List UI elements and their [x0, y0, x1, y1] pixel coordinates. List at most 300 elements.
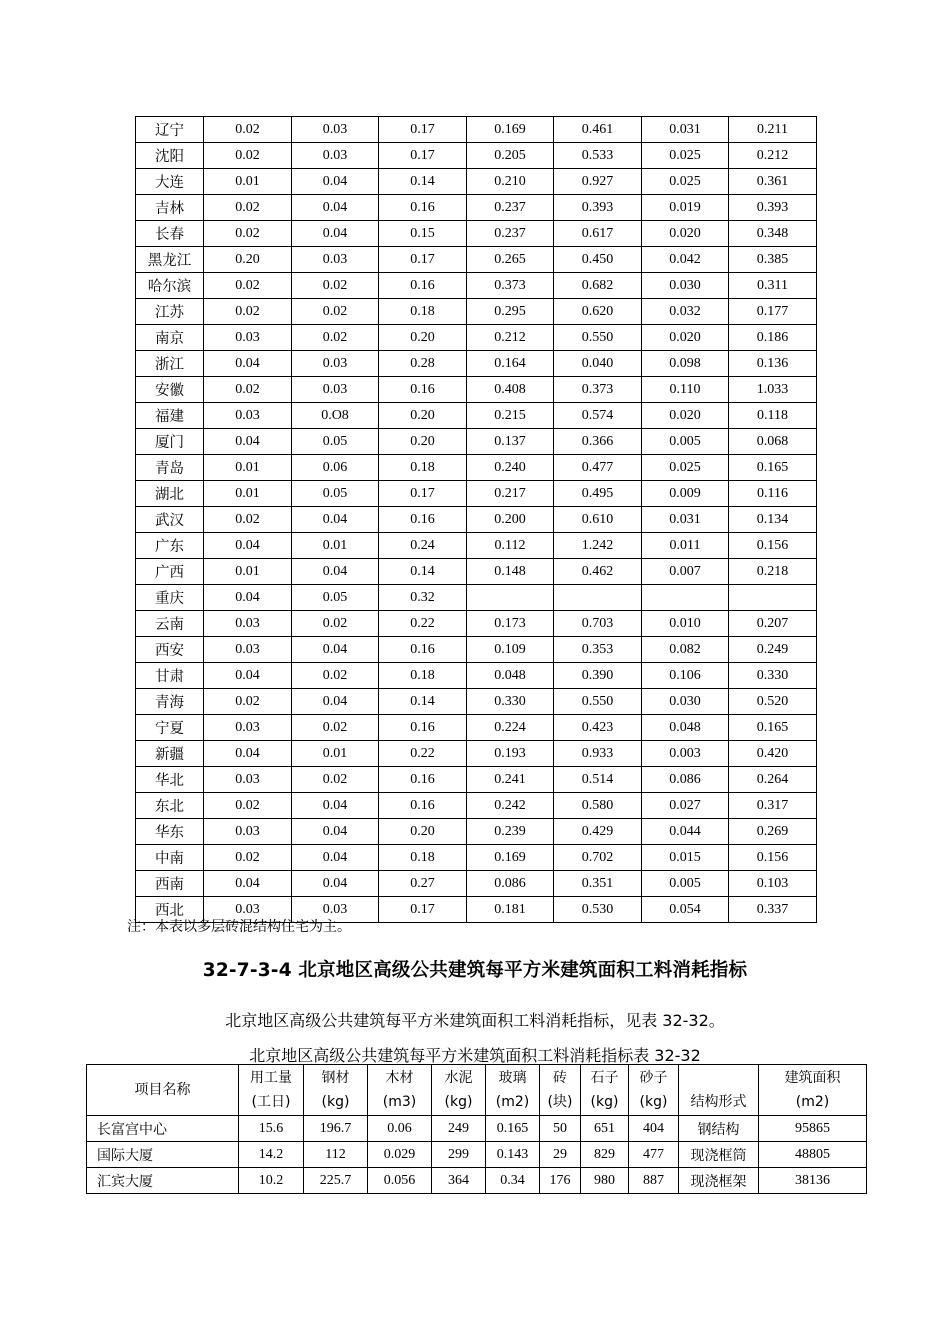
- region-name-cell: 厦门: [136, 429, 204, 455]
- table-row: [136, 403, 817, 429]
- value-cell: 112: [304, 1142, 368, 1168]
- value-cell: 0.04: [204, 533, 292, 559]
- value-cell: 0.02: [292, 273, 379, 299]
- value-cell: 0.020: [642, 221, 729, 247]
- region-name-cell: 华东: [136, 819, 204, 845]
- value-cell: 0.112: [467, 533, 554, 559]
- value-cell: 0.181: [467, 897, 554, 923]
- value-cell: 0.02: [204, 377, 292, 403]
- region-name-cell: 青海: [136, 689, 204, 715]
- header-line2: (m3): [382, 1094, 417, 1110]
- value-cell: 0.520: [729, 689, 817, 715]
- value-cell: 0.082: [642, 637, 729, 663]
- value-cell: 0.02: [204, 143, 292, 169]
- table-row: [136, 299, 817, 325]
- value-cell: 0.373: [554, 377, 642, 403]
- value-cell: 0.04: [292, 845, 379, 871]
- header-line1: 项目名称: [134, 1082, 191, 1098]
- value-cell: 0.109: [467, 637, 554, 663]
- value-cell: 0.025: [642, 455, 729, 481]
- region-name-cell: 黑龙江: [136, 247, 204, 273]
- value-cell: 0.029: [368, 1142, 432, 1168]
- value-cell: 10.2: [239, 1168, 304, 1194]
- value-cell: 0.025: [642, 169, 729, 195]
- value-cell: 0.165: [486, 1116, 540, 1142]
- value-cell: 0.373: [467, 273, 554, 299]
- region-name-cell: 东北: [136, 793, 204, 819]
- value-cell: 0.550: [554, 325, 642, 351]
- value-cell: 0.20: [379, 819, 467, 845]
- value-cell: 14.2: [239, 1142, 304, 1168]
- value-cell: 0.03: [204, 611, 292, 637]
- value-cell: 0.04: [204, 871, 292, 897]
- column-header: [368, 1065, 432, 1116]
- value-cell: 1.033: [729, 377, 817, 403]
- value-cell: 0.27: [379, 871, 467, 897]
- value-cell: 0.295: [467, 299, 554, 325]
- header-line2: (m2): [495, 1094, 530, 1110]
- value-cell: 0.019: [642, 195, 729, 221]
- value-cell: 0.040: [554, 351, 642, 377]
- value-cell: 0.03: [292, 117, 379, 143]
- value-cell: 0.18: [379, 455, 467, 481]
- region-name-cell: 南京: [136, 325, 204, 351]
- value-cell: 0.01: [292, 533, 379, 559]
- value-cell: 0.207: [729, 611, 817, 637]
- value-cell: 0.317: [729, 793, 817, 819]
- value-cell: 0.17: [379, 143, 467, 169]
- table-row: [136, 325, 817, 351]
- value-cell: 0.020: [642, 325, 729, 351]
- value-cell: 0.04: [292, 559, 379, 585]
- value-cell: 0.02: [292, 715, 379, 741]
- value-cell: 0.03: [292, 143, 379, 169]
- region-name-cell: 辽宁: [136, 117, 204, 143]
- value-cell: 0.015: [642, 845, 729, 871]
- region-name-cell: 西安: [136, 637, 204, 663]
- value-cell: 0.620: [554, 299, 642, 325]
- value-cell: 0.32: [379, 585, 467, 611]
- value-cell: 0.136: [729, 351, 817, 377]
- value-cell: 0.450: [554, 247, 642, 273]
- value-cell: [642, 585, 729, 611]
- value-cell: 0.06: [368, 1116, 432, 1142]
- value-cell: 0.164: [467, 351, 554, 377]
- value-cell: 0.042: [642, 247, 729, 273]
- table-row: [136, 507, 817, 533]
- value-cell: 0.169: [467, 845, 554, 871]
- region-name-cell: 中南: [136, 845, 204, 871]
- value-cell: 0.011: [642, 533, 729, 559]
- table-row: [136, 767, 817, 793]
- value-cell: 0.032: [642, 299, 729, 325]
- value-cell: 0.02: [292, 767, 379, 793]
- value-cell: 0.348: [729, 221, 817, 247]
- value-cell: 0.34: [486, 1168, 540, 1194]
- region-name-cell: 大连: [136, 169, 204, 195]
- value-cell: 0.610: [554, 507, 642, 533]
- value-cell: 0.574: [554, 403, 642, 429]
- value-cell: 0.16: [379, 273, 467, 299]
- region-name-cell: 武汉: [136, 507, 204, 533]
- region-name-cell: 重庆: [136, 585, 204, 611]
- value-cell: [467, 585, 554, 611]
- value-cell: 0.390: [554, 663, 642, 689]
- value-cell: 980: [581, 1168, 629, 1194]
- value-cell: 0.18: [379, 299, 467, 325]
- value-cell: 0.17: [379, 897, 467, 923]
- value-cell: 0.269: [729, 819, 817, 845]
- value-cell: 0.237: [467, 221, 554, 247]
- value-cell: 0.03: [292, 377, 379, 403]
- value-cell: 0.330: [467, 689, 554, 715]
- value-cell: 0.17: [379, 247, 467, 273]
- table-row: [136, 689, 817, 715]
- value-cell: 0.927: [554, 169, 642, 195]
- project-name-cell: 国际大厦: [87, 1142, 239, 1168]
- value-cell: 0.16: [379, 793, 467, 819]
- value-cell: 249: [432, 1116, 486, 1142]
- table-row: [136, 819, 817, 845]
- value-cell: 0.237: [467, 195, 554, 221]
- table-caption: 北京地区高级公共建筑每平方米建筑面积工料消耗指标表 32-32: [249, 1046, 701, 1065]
- table-row: [136, 871, 817, 897]
- value-cell: 0.02: [204, 507, 292, 533]
- table-note: 注：本表以多层砖混结构住宅为主。: [127, 919, 351, 935]
- header-line1: 用工量: [250, 1070, 292, 1086]
- table-row: [136, 351, 817, 377]
- table-row: [136, 845, 817, 871]
- value-cell: 176: [540, 1168, 581, 1194]
- region-name-cell: 湖北: [136, 481, 204, 507]
- value-cell: 0.005: [642, 871, 729, 897]
- region-name-cell: 新疆: [136, 741, 204, 767]
- value-cell: 0.04: [204, 429, 292, 455]
- value-cell: 50: [540, 1116, 581, 1142]
- value-cell: 0.533: [554, 143, 642, 169]
- value-cell: 0.224: [467, 715, 554, 741]
- beijing-table-body: [87, 1065, 867, 1194]
- header-line2: 结构形式: [690, 1094, 747, 1110]
- value-cell: 0.04: [292, 871, 379, 897]
- value-cell: 0.03: [204, 715, 292, 741]
- value-cell: 0.027: [642, 793, 729, 819]
- table-row: [136, 117, 817, 143]
- value-cell: 0.04: [292, 689, 379, 715]
- value-cell: 38136: [759, 1168, 867, 1194]
- value-cell: 0.530: [554, 897, 642, 923]
- value-cell: 0.215: [467, 403, 554, 429]
- table-row: [136, 741, 817, 767]
- value-cell: 0.169: [467, 117, 554, 143]
- region-name-cell: 西南: [136, 871, 204, 897]
- value-cell: 0.110: [642, 377, 729, 403]
- value-cell: 0.385: [729, 247, 817, 273]
- value-cell: 0.148: [467, 559, 554, 585]
- value-cell: 0.14: [379, 169, 467, 195]
- value-cell: 225.7: [304, 1168, 368, 1194]
- header-line2: (kg): [639, 1094, 668, 1110]
- value-cell: 0.04: [204, 741, 292, 767]
- value-cell: 0.580: [554, 793, 642, 819]
- header-line1: 砖: [553, 1070, 567, 1086]
- value-cell: 0.241: [467, 767, 554, 793]
- value-cell: 0.24: [379, 533, 467, 559]
- value-cell: 0.03: [204, 325, 292, 351]
- value-cell: 0.03: [292, 351, 379, 377]
- value-cell: 0.04: [204, 585, 292, 611]
- value-cell: 0.514: [554, 767, 642, 793]
- value-cell: 0.200: [467, 507, 554, 533]
- value-cell: 0.01: [204, 169, 292, 195]
- value-cell: 0.025: [642, 143, 729, 169]
- value-cell: 0.044: [642, 819, 729, 845]
- table-row: [136, 195, 817, 221]
- value-cell: 0.18: [379, 663, 467, 689]
- value-cell: 0.20: [379, 429, 467, 455]
- region-name-cell: 哈尔滨: [136, 273, 204, 299]
- region-name-cell: 长春: [136, 221, 204, 247]
- table-row: [136, 429, 817, 455]
- value-cell: 0.423: [554, 715, 642, 741]
- table-row: [136, 715, 817, 741]
- value-cell: 0.17: [379, 481, 467, 507]
- value-cell: 0.116: [729, 481, 817, 507]
- value-cell: 404: [629, 1116, 679, 1142]
- value-cell: [554, 585, 642, 611]
- value-cell: 0.05: [292, 481, 379, 507]
- header-line2: (工日): [251, 1094, 291, 1110]
- value-cell: 0.056: [368, 1168, 432, 1194]
- column-header: [759, 1065, 867, 1116]
- value-cell: 0.005: [642, 429, 729, 455]
- header-line2: (m2): [795, 1094, 830, 1110]
- value-cell: 0.O8: [292, 403, 379, 429]
- value-cell: 0.177: [729, 299, 817, 325]
- value-cell: 0.02: [204, 195, 292, 221]
- value-cell: 0.009: [642, 481, 729, 507]
- value-cell: 0.240: [467, 455, 554, 481]
- value-cell: 0.098: [642, 351, 729, 377]
- value-cell: 887: [629, 1168, 679, 1194]
- value-cell: 15.6: [239, 1116, 304, 1142]
- value-cell: 95865: [759, 1116, 867, 1142]
- header-line1: [681, 1066, 756, 1090]
- value-cell: 0.311: [729, 273, 817, 299]
- value-cell: 0.20: [379, 403, 467, 429]
- header-line2: (块): [547, 1094, 573, 1110]
- value-cell: 0.173: [467, 611, 554, 637]
- value-cell: 0.495: [554, 481, 642, 507]
- value-cell: 0.04: [204, 663, 292, 689]
- value-cell: 0.18: [379, 845, 467, 871]
- value-cell: 0.137: [467, 429, 554, 455]
- value-cell: 0.337: [729, 897, 817, 923]
- value-cell: 0.04: [292, 195, 379, 221]
- table-row: [136, 611, 817, 637]
- value-cell: 0.477: [554, 455, 642, 481]
- structure-type-cell: 现浇框架: [679, 1168, 759, 1194]
- value-cell: 0.330: [729, 663, 817, 689]
- region-name-cell: 广东: [136, 533, 204, 559]
- table-row: [136, 247, 817, 273]
- value-cell: 0.03: [204, 767, 292, 793]
- region-name-cell: 云南: [136, 611, 204, 637]
- column-header: [540, 1065, 581, 1116]
- value-cell: 0.04: [292, 819, 379, 845]
- value-cell: 0.420: [729, 741, 817, 767]
- value-cell: 0.02: [292, 299, 379, 325]
- value-cell: 0.186: [729, 325, 817, 351]
- table-row: [136, 143, 817, 169]
- value-cell: 0.28: [379, 351, 467, 377]
- column-header: [629, 1065, 679, 1116]
- header-line1: 砂子: [639, 1070, 668, 1086]
- header-line1: 玻璃: [498, 1070, 527, 1086]
- value-cell: 0.16: [379, 195, 467, 221]
- value-cell: 299: [432, 1142, 486, 1168]
- value-cell: 0.04: [292, 221, 379, 247]
- value-cell: 0.02: [204, 689, 292, 715]
- regional-consumption-table: [135, 116, 817, 923]
- beijing-buildings-table: [86, 1064, 867, 1194]
- region-name-cell: 浙江: [136, 351, 204, 377]
- value-cell: 0.03: [204, 637, 292, 663]
- value-cell: 0.02: [204, 845, 292, 871]
- value-cell: 364: [432, 1168, 486, 1194]
- value-cell: 0.086: [642, 767, 729, 793]
- value-cell: 0.16: [379, 715, 467, 741]
- regional-table-body: [136, 117, 817, 923]
- value-cell: 0.02: [204, 793, 292, 819]
- column-header: [239, 1065, 304, 1116]
- value-cell: 0.366: [554, 429, 642, 455]
- value-cell: 0.03: [204, 819, 292, 845]
- value-cell: 29: [540, 1142, 581, 1168]
- value-cell: 0.14: [379, 689, 467, 715]
- header-line2: (kg): [444, 1094, 473, 1110]
- header-line1: 钢材: [321, 1070, 350, 1086]
- value-cell: 0.01: [292, 741, 379, 767]
- value-cell: 0.617: [554, 221, 642, 247]
- table-row: [136, 273, 817, 299]
- value-cell: 0.048: [642, 715, 729, 741]
- value-cell: 0.682: [554, 273, 642, 299]
- table-row: [87, 1116, 867, 1142]
- region-name-cell: 江苏: [136, 299, 204, 325]
- header-line1: 建筑面积: [784, 1070, 841, 1086]
- column-header: [486, 1065, 540, 1116]
- value-cell: 0.068: [729, 429, 817, 455]
- project-name-cell: 长富宫中心: [87, 1116, 239, 1142]
- value-cell: 0.04: [292, 169, 379, 195]
- value-cell: 0.218: [729, 559, 817, 585]
- value-cell: 0.16: [379, 377, 467, 403]
- value-cell: 0.03: [292, 247, 379, 273]
- value-cell: 0.242: [467, 793, 554, 819]
- value-cell: 0.15: [379, 221, 467, 247]
- column-header: [679, 1065, 759, 1116]
- value-cell: 0.003: [642, 741, 729, 767]
- value-cell: 0.217: [467, 481, 554, 507]
- value-cell: 0.01: [204, 455, 292, 481]
- value-cell: [729, 585, 817, 611]
- value-cell: 0.22: [379, 741, 467, 767]
- value-cell: 0.048: [467, 663, 554, 689]
- region-name-cell: 安徽: [136, 377, 204, 403]
- table-row: [87, 1168, 867, 1194]
- value-cell: 0.16: [379, 637, 467, 663]
- value-cell: 0.393: [729, 195, 817, 221]
- table-row: [136, 377, 817, 403]
- value-cell: 0.461: [554, 117, 642, 143]
- value-cell: 0.03: [204, 897, 292, 923]
- column-header: [304, 1065, 368, 1116]
- value-cell: 0.933: [554, 741, 642, 767]
- region-name-cell: 沈阳: [136, 143, 204, 169]
- region-name-cell: 宁夏: [136, 715, 204, 741]
- value-cell: 0.02: [292, 663, 379, 689]
- value-cell: 0.205: [467, 143, 554, 169]
- value-cell: 0.010: [642, 611, 729, 637]
- value-cell: 48805: [759, 1142, 867, 1168]
- value-cell: 651: [581, 1116, 629, 1142]
- value-cell: 477: [629, 1142, 679, 1168]
- value-cell: 0.04: [292, 507, 379, 533]
- value-cell: 0.353: [554, 637, 642, 663]
- value-cell: 0.210: [467, 169, 554, 195]
- value-cell: 0.04: [292, 637, 379, 663]
- value-cell: 0.408: [467, 377, 554, 403]
- value-cell: 0.06: [292, 455, 379, 481]
- value-cell: 0.249: [729, 637, 817, 663]
- table-row: [136, 559, 817, 585]
- value-cell: 0.156: [729, 533, 817, 559]
- value-cell: 0.03: [292, 897, 379, 923]
- value-cell: 0.14: [379, 559, 467, 585]
- value-cell: 0.264: [729, 767, 817, 793]
- value-cell: 0.02: [292, 611, 379, 637]
- value-cell: 0.054: [642, 897, 729, 923]
- region-name-cell: 福建: [136, 403, 204, 429]
- header-line1: 水泥: [444, 1070, 473, 1086]
- value-cell: 0.462: [554, 559, 642, 585]
- value-cell: 0.20: [204, 247, 292, 273]
- value-cell: 0.01: [204, 481, 292, 507]
- value-cell: 0.02: [204, 273, 292, 299]
- header-line1: 石子: [590, 1070, 619, 1086]
- value-cell: 0.16: [379, 767, 467, 793]
- value-cell: 0.143: [486, 1142, 540, 1168]
- value-cell: 0.04: [204, 351, 292, 377]
- structure-type-cell: 现浇框筒: [679, 1142, 759, 1168]
- value-cell: 0.22: [379, 611, 467, 637]
- value-cell: 0.02: [204, 299, 292, 325]
- value-cell: 0.02: [204, 117, 292, 143]
- value-cell: 0.086: [467, 871, 554, 897]
- structure-type-cell: 钢结构: [679, 1116, 759, 1142]
- header-line1: 木材: [385, 1070, 414, 1086]
- value-cell: 0.193: [467, 741, 554, 767]
- value-cell: 0.211: [729, 117, 817, 143]
- region-name-cell: 华北: [136, 767, 204, 793]
- table-row: [136, 533, 817, 559]
- value-cell: 0.04: [292, 793, 379, 819]
- region-name-cell: 青岛: [136, 455, 204, 481]
- header-line2: (kg): [321, 1094, 350, 1110]
- value-cell: 0.165: [729, 455, 817, 481]
- table-row: [136, 455, 817, 481]
